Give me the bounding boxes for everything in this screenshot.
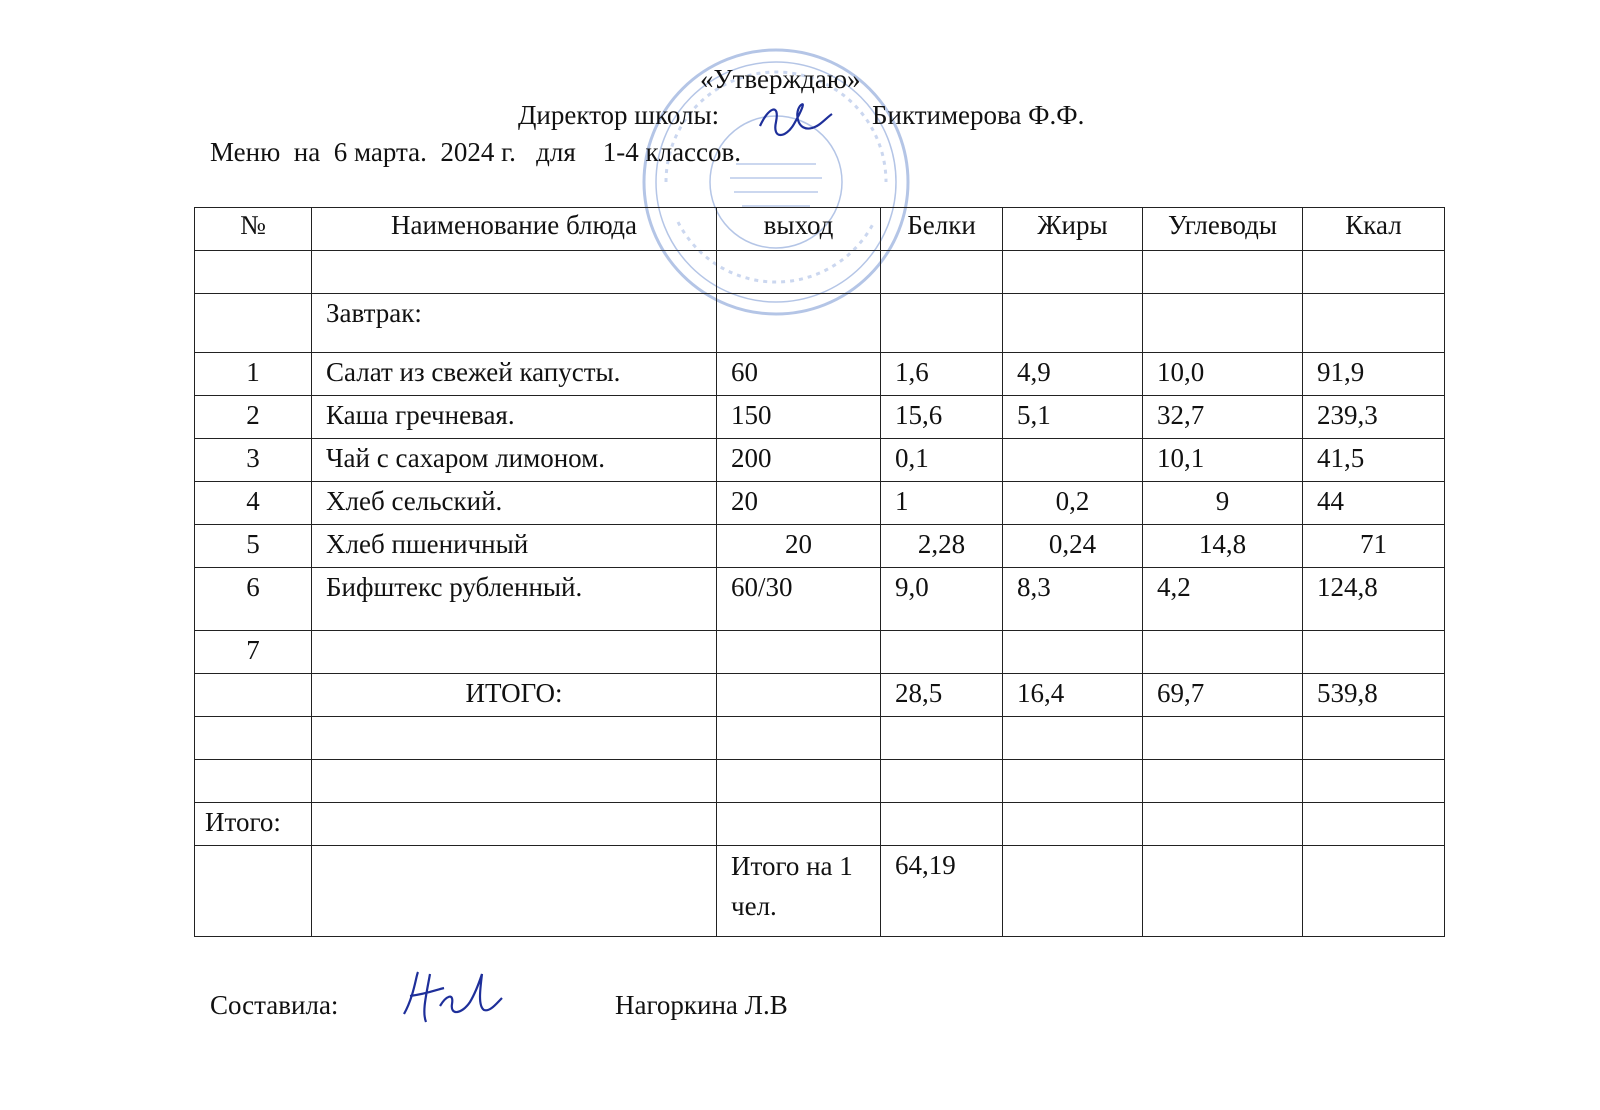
composer-label: Составила: [210, 990, 339, 1020]
table-row: 1 Салат из свежей капусты. 60 1,6 4,9 10,0 91,9 [195, 353, 1445, 396]
subtotal-carbs: 69,7 [1143, 674, 1303, 717]
table-header [195, 208, 1445, 251]
table-row: 3 Чай с сахаром лимоном. 200 0,1 10,1 41,5 [195, 439, 1445, 482]
dish-name: Хлеб сельский. [312, 482, 717, 525]
menu-title: Меню на 6 марта. 2024 г. для 1-4 классов. [210, 137, 742, 167]
col-carbs: Углеводы [1143, 208, 1303, 251]
composer-signature [396, 966, 506, 1028]
table-row-empty [195, 717, 1445, 760]
section-breakfast: Завтрак: [312, 294, 717, 353]
dish-name: Каша гречневая. [312, 396, 717, 439]
col-kcal: Ккал [1303, 208, 1445, 251]
subtotal-kcal: 539,8 [1303, 674, 1445, 717]
approval-heading: «Утверждаю» [700, 64, 861, 94]
per-person-label: Итого на 1 чел. [717, 846, 881, 937]
table-row: 5 Хлеб пшеничный 20 2,28 0,24 14,8 71 [195, 525, 1445, 568]
table-row-empty [195, 251, 1445, 294]
col-proteins: Белки [881, 208, 1003, 251]
per-person-row [195, 846, 1445, 937]
table-row: 6 Бифштекс рубленный. 60/30 9,0 8,3 4,2 124,8 [195, 568, 1445, 631]
dish-name: Салат из свежей капусты. [312, 353, 717, 396]
table-row: 4 Хлеб сельский. 20 1 0,2 9 44 [195, 482, 1445, 525]
subtotal-fats: 16,4 [1003, 674, 1143, 717]
dish-name: Хлеб пшеничный [312, 525, 717, 568]
director-signature [754, 88, 834, 144]
subtotal-proteins: 28,5 [881, 674, 1003, 717]
director-name: Биктимерова Ф.Ф. [872, 100, 1085, 130]
col-dish-name: Наименование блюда [312, 208, 717, 251]
dish-name [312, 631, 717, 674]
table-row: 2 Каша гречневая. 150 15,6 5,1 32,7 239,3 [195, 396, 1445, 439]
per-person-value: 64,19 [881, 846, 1003, 937]
table-row: 7 [195, 631, 1445, 674]
dish-name: Чай с сахаром лимоном. [312, 439, 717, 482]
menu-table [194, 207, 1445, 937]
col-output: выход [717, 208, 881, 251]
subtotal-row [195, 674, 1445, 717]
composer-name: Нагоркина Л.В [615, 990, 788, 1020]
section-breakfast-row [195, 294, 1445, 353]
total-label: Итого: [195, 803, 312, 846]
col-number: № [195, 208, 312, 251]
director-label: Директор школы: [518, 100, 720, 130]
table-row-empty [195, 760, 1445, 803]
col-fats: Жиры [1003, 208, 1143, 251]
total-row [195, 803, 1445, 846]
dish-name: Бифштекс рубленный. [312, 568, 717, 631]
subtotal-label: ИТОГО: [312, 674, 717, 717]
